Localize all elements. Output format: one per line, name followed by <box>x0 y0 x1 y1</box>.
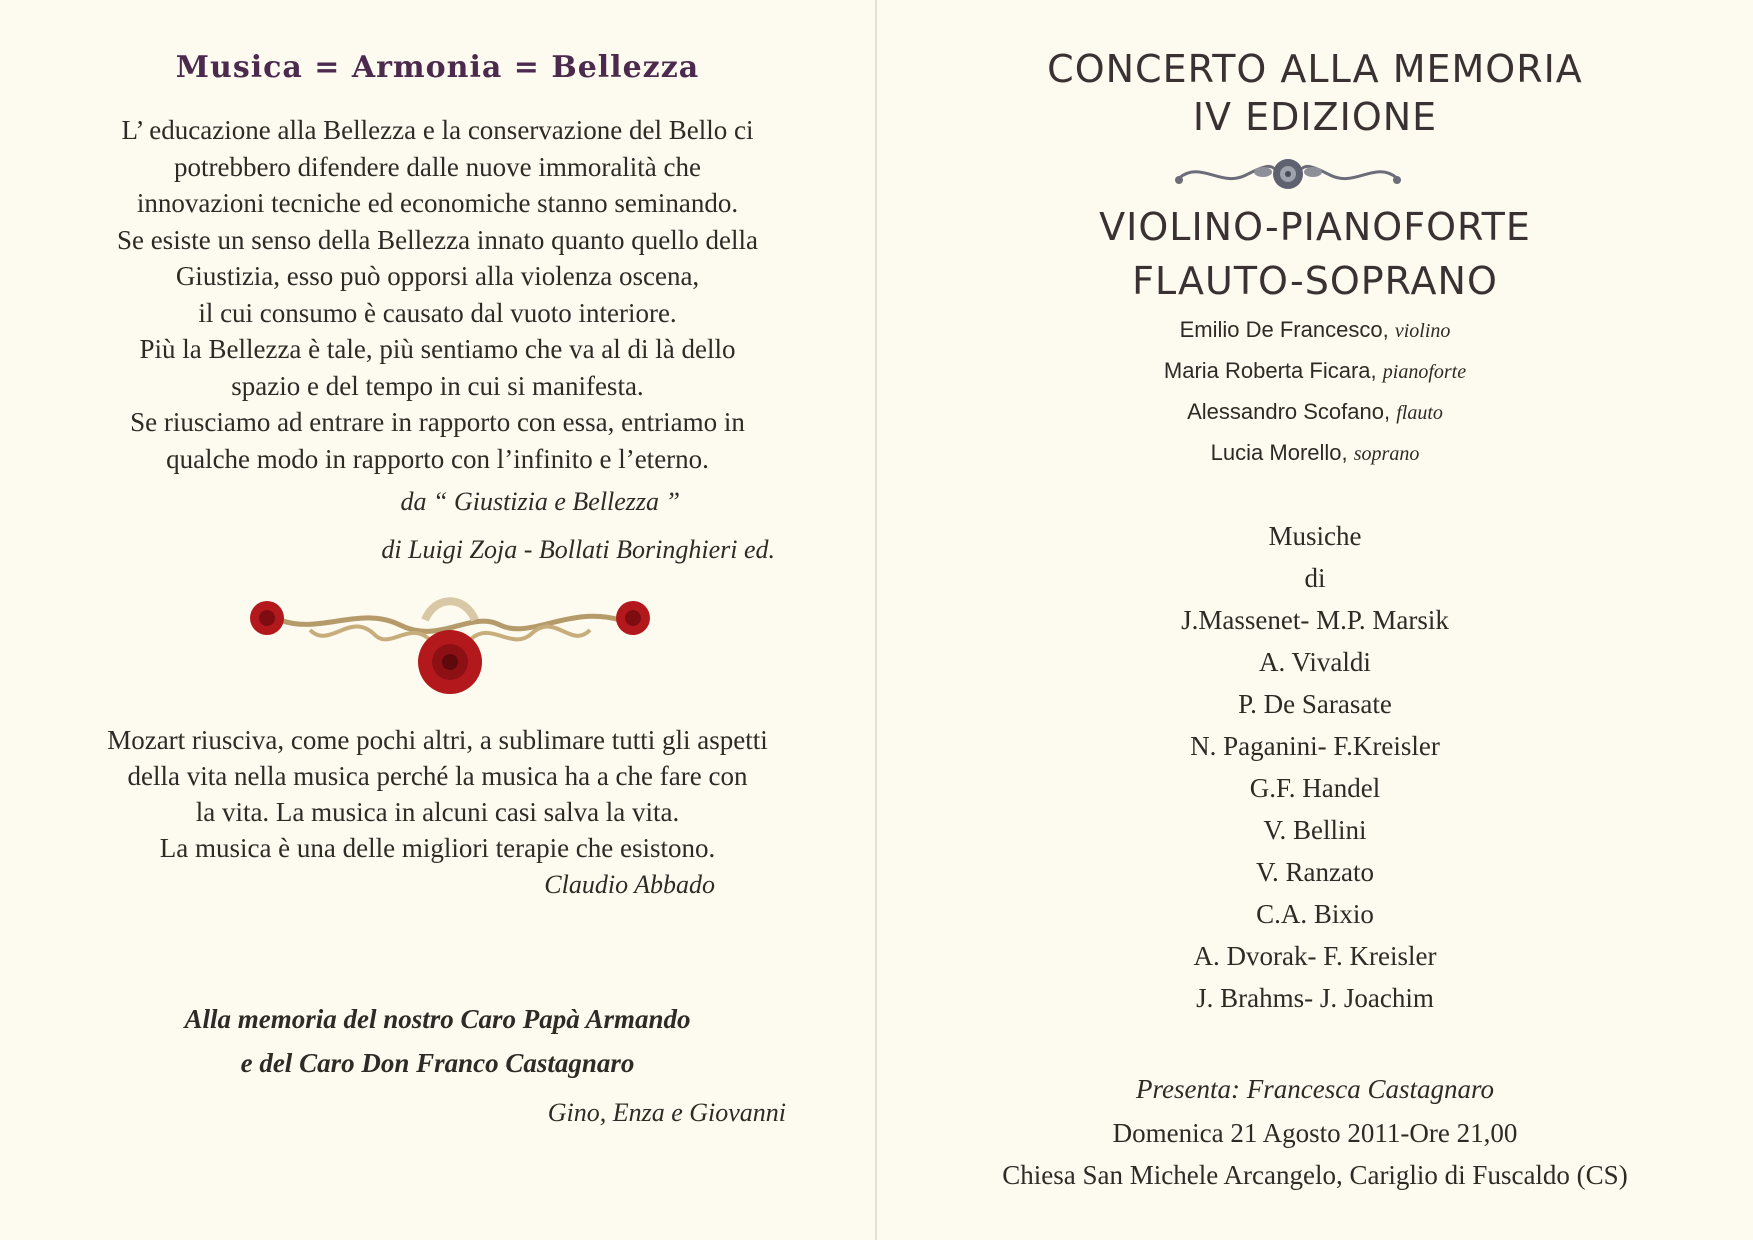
left-page <box>0 0 875 1240</box>
composer: J. Brahms- J. Joachim <box>1196 983 1434 1013</box>
poem-line: Più la Bellezza è tale, più sentiamo che va al di là dello <box>139 334 736 364</box>
subtitle-line: VIOLINO-PIANOFORTE <box>1099 205 1531 249</box>
composers-intro: di <box>1304 563 1326 593</box>
composer: P. De Sarasate <box>1238 689 1392 719</box>
right-page <box>877 0 1753 1240</box>
citation-title: da “ Giustizia e Bellezza ” <box>400 487 680 516</box>
performer-name: Alessandro Scofano, <box>1187 399 1391 424</box>
citation-author: di Luigi Zoja - Bollati Boringhieri ed. <box>381 535 775 564</box>
rose-garland-ornament-icon <box>240 590 660 700</box>
concert-title <box>877 45 1753 141</box>
quote-line: La musica è una delle migliori terapie che esistono. <box>159 833 716 863</box>
ensemble-subtitle <box>877 200 1753 308</box>
composer: A. Dvorak- F. Kreisler <box>1193 941 1437 971</box>
poem-text <box>0 112 875 477</box>
event-venue: Chiesa San Michele Arcangelo, Cariglio di Fuscaldo (CS) <box>1002 1160 1628 1190</box>
poem-line: spazio e del tempo in cui si manifesta. <box>231 370 644 401</box>
composers-list <box>877 515 1753 1019</box>
rose-scroll-ornament-icon <box>1171 150 1405 200</box>
quote-author: Claudio Abbado <box>544 870 715 899</box>
subtitle-line: FLAUTO-SOPRANO <box>1132 259 1498 303</box>
quote-line: la vita. La musica in alcuni casi salva la vita. <box>195 797 680 827</box>
performer-instrument: soprano <box>1353 443 1420 465</box>
poem-line: Se riusciamo ad entrare in rapporto con essa, entriamo in <box>130 407 745 437</box>
performer <box>877 351 1753 392</box>
composer: V. Ranzato <box>1256 857 1374 887</box>
poem-line: L’ educazione alla Bellezza e la conservazione del Bello ci <box>121 115 754 145</box>
poem-line: Giustizia, esso può opporsi alla violenza oscena, <box>175 261 700 291</box>
dedication <box>0 997 875 1085</box>
composer: C.A. Bixio <box>1256 899 1374 929</box>
quote-line: della vita nella musica perché la musica ha a che fare con <box>127 761 748 791</box>
page-heading: Musica = Armonia = Bellezza <box>175 50 700 85</box>
quote-line: Mozart riusciva, come pochi altri, a sublimare tutti gli aspetti <box>107 725 768 755</box>
dedication-line: Alla memoria del nostro Caro Papà Armando <box>184 1004 691 1034</box>
performer-instrument: pianoforte <box>1382 361 1467 383</box>
performer-name: Emilio De Francesco, <box>1179 317 1389 342</box>
presenter: Presenta: Francesca Castagnaro <box>1136 1074 1494 1104</box>
composer: A. Vivaldi <box>1259 647 1371 677</box>
poem-line: il cui consumo è causato dal vuoto interiore. <box>198 297 677 328</box>
poem-line: potrebbero difendere dalle nuove immoralità che <box>173 151 702 182</box>
composer: J.Massenet- M.P. Marsik <box>1181 605 1449 635</box>
performer-name: Maria Roberta Ficara, <box>1163 358 1377 383</box>
poem-line: innovazioni tecniche ed economiche stanno seminando. <box>136 188 739 218</box>
title-line: IV EDIZIONE <box>1192 95 1438 139</box>
performer-instrument: violino <box>1394 320 1451 342</box>
performer <box>877 433 1753 474</box>
composer: V. Bellini <box>1263 815 1367 845</box>
dedication-line: e del Caro Don Franco Castagnaro <box>240 1048 635 1078</box>
performers-list <box>877 310 1753 474</box>
dedication-signers: Gino, Enza e Giovanni <box>547 1098 786 1127</box>
performer-name: Lucia Morello, <box>1210 440 1348 465</box>
title-line: CONCERTO ALLA MEMORIA <box>1047 47 1583 91</box>
event-date: Domenica 21 Agosto 2011-Ore 21,00 <box>1112 1118 1518 1148</box>
composers-intro: Musiche <box>1268 521 1362 551</box>
performer-instrument: flauto <box>1396 402 1443 424</box>
composer: G.F. Handel <box>1249 773 1381 803</box>
composer: N. Paganini- F.Kreisler <box>1190 731 1440 761</box>
poem-line: qualche modo in rapporto con l’infinito e l’eterno. <box>166 443 709 474</box>
performer <box>877 392 1753 433</box>
performer <box>877 310 1753 351</box>
mozart-quote <box>0 722 875 866</box>
poem-line: Se esiste un senso della Bellezza innato quanto quello della <box>116 224 759 255</box>
